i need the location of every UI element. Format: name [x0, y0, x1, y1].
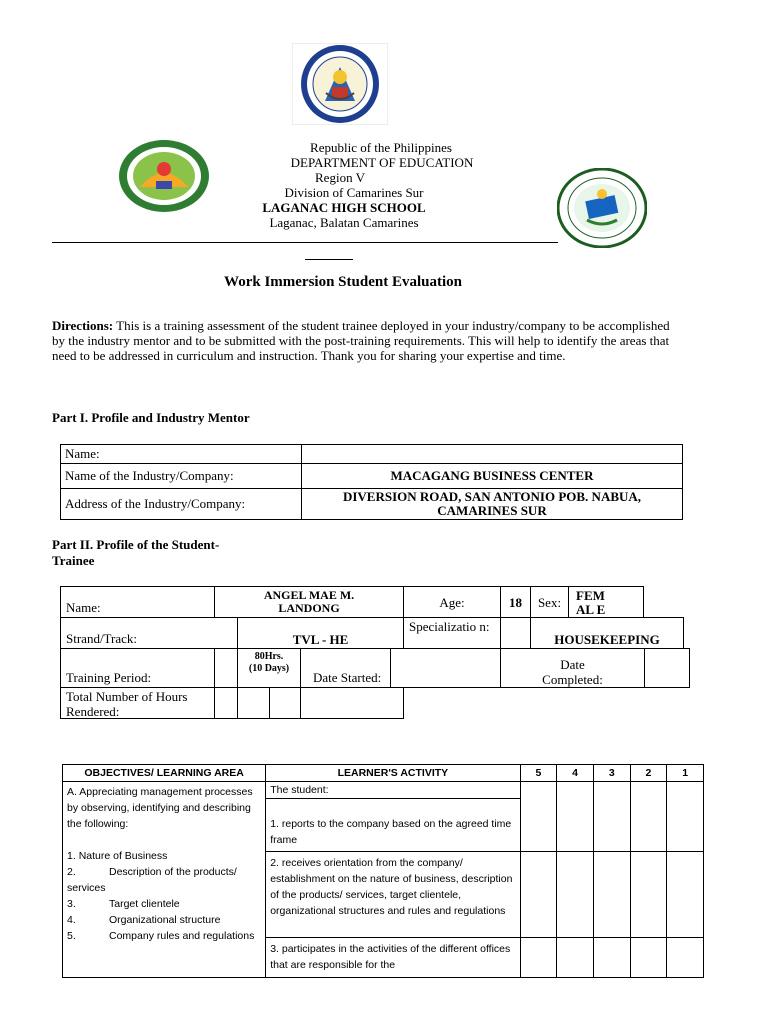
table-row [61, 464, 683, 489]
header-region: Region V [315, 170, 365, 185]
date-completed-field[interactable] [644, 648, 690, 688]
label-strand-cell [60, 617, 238, 649]
list-item: 4. Organizational structure [67, 914, 221, 926]
sex-field[interactable]: FEMAL E [568, 586, 644, 618]
table-row [63, 782, 704, 799]
hours-spacer-2 [237, 687, 270, 719]
label-address: Address of the Industry/Company: [61, 489, 302, 520]
hours-spacer-1 [214, 687, 238, 719]
header-school: LAGANAC HIGH SCHOOL [262, 200, 426, 215]
list-item: 5. Company rules and regulations [67, 930, 255, 942]
part2-heading-line1: Part II. Profile of the Student- [52, 537, 220, 552]
label-training: Training Period: [66, 670, 152, 685]
header-rating-1: 1 [667, 765, 704, 782]
header-rating-4: 4 [557, 765, 594, 782]
header-objectives: OBJECTIVES/ LEARNING AREA [63, 765, 266, 782]
label-training-cell [60, 648, 215, 688]
objective-list [67, 848, 261, 944]
rating-cell-2[interactable] [630, 782, 667, 852]
mentor-name-field[interactable] [302, 445, 683, 464]
activity-2: 2. receives orientation from the company/ establishment on the nature of business, description of the products/ services, target clientele, organizational structures and rules and regulations [266, 852, 520, 938]
part1-heading: Part I. Profile and Industry Mentor [52, 410, 250, 425]
label-date-started: Date Started: [313, 670, 382, 685]
date-started-field[interactable] [390, 648, 501, 688]
specialization-field[interactable]: HOUSEKEEPING [530, 617, 684, 649]
hours-rendered-field[interactable] [300, 687, 404, 719]
header-department: DEPARTMENT OF EDUCATION [290, 155, 474, 170]
label-strand: Strand/Track: [66, 631, 138, 646]
table-row [61, 445, 683, 464]
company-name-field[interactable]: MACAGANG BUSINESS CENTER [302, 464, 683, 489]
specialization-spacer [500, 617, 531, 649]
industry-profile-table [60, 444, 683, 520]
header-rule [52, 242, 558, 243]
rating-cell-1[interactable] [667, 782, 704, 852]
rating-cell-4[interactable] [557, 782, 594, 852]
rating-cell-3[interactable] [593, 782, 630, 852]
training-period-field[interactable]: 80Hrs. (10 Days) [237, 648, 301, 688]
activity-intro: The student: [266, 782, 520, 799]
part2-heading-line2: Trainee [52, 553, 95, 568]
company-address-field[interactable]: DIVERSION ROAD, SAN ANTONIO POB. NABUA, CAMARINES SUR [302, 489, 683, 520]
header-rating-5: 5 [520, 765, 557, 782]
strand-field[interactable]: TVL - HE [237, 617, 404, 649]
deped-seal [292, 43, 388, 125]
header-address: Laganac, Balatan Camarines [269, 215, 419, 230]
directions [52, 318, 672, 363]
rating-cell-5[interactable] [520, 782, 557, 852]
rating-cell-1[interactable] [667, 852, 704, 938]
header-republic: Republic of the Philippines [310, 140, 452, 155]
label-hours: Total Number of Hours Rendered: [60, 687, 215, 719]
label-age: Age: [403, 586, 501, 618]
objective-intro: A. Appreciating management processes by observing, identifying and describing the following: [67, 786, 253, 830]
student-name-field[interactable]: ANGEL MAE M. LANDONG [214, 586, 404, 618]
directions-text: This is a training assessment of the student trainee deployed in your industry/company to be accomplished by the industry mentor and to be submitted with the post-training requirements. This will help to identify the areas that need to be addressed in curriculum and instruction. Thank you for sharing your expertise and time. [52, 318, 670, 363]
header-rating-2: 2 [630, 765, 667, 782]
training-spacer [214, 648, 238, 688]
header-rule-short [305, 259, 353, 260]
header-division: Division of Camarines Sur [284, 185, 424, 200]
directions-label: Directions: [52, 318, 114, 333]
header-rating-3: 3 [593, 765, 630, 782]
evaluation-table [62, 764, 704, 978]
age-field[interactable]: 18 [500, 586, 531, 618]
objective-cell [63, 782, 266, 978]
rating-cell-2[interactable] [630, 938, 667, 978]
label-date-completed: Date Completed: [500, 648, 645, 688]
activity-1: 1. reports to the company based on the agreed time frame [266, 799, 520, 852]
rating-cell-5[interactable] [520, 852, 557, 938]
activity-3: 3. participates in the activities of the different offices that are responsible for the [266, 938, 520, 978]
label-specialization: Specializatio n: [403, 617, 501, 649]
rating-cell-3[interactable] [593, 938, 630, 978]
list-item: 2. Description of the products/ services [67, 866, 237, 894]
list-item: 1. Nature of Business [67, 850, 168, 862]
label-sex: Sex: [530, 586, 569, 618]
list-item: 3. Target clientele [67, 898, 180, 910]
table-row [61, 489, 683, 520]
page-title: Work Immersion Student Evaluation [224, 274, 462, 290]
header-activity: LEARNER'S ACTIVITY [266, 765, 520, 782]
rating-cell-4[interactable] [557, 938, 594, 978]
part2-heading [52, 537, 219, 569]
rating-cell-3[interactable] [593, 852, 630, 938]
rating-cell-1[interactable] [667, 938, 704, 978]
rating-cell-5[interactable] [520, 938, 557, 978]
table-header-row [63, 765, 704, 782]
label-name: Name: [61, 445, 302, 464]
rating-cell-4[interactable] [557, 852, 594, 938]
label-student-name: Name: [66, 600, 101, 615]
label-student-name-cell [60, 586, 215, 618]
label-company: Name of the Industry/Company: [61, 464, 302, 489]
rating-cell-2[interactable] [630, 852, 667, 938]
hours-spacer-3 [269, 687, 301, 719]
